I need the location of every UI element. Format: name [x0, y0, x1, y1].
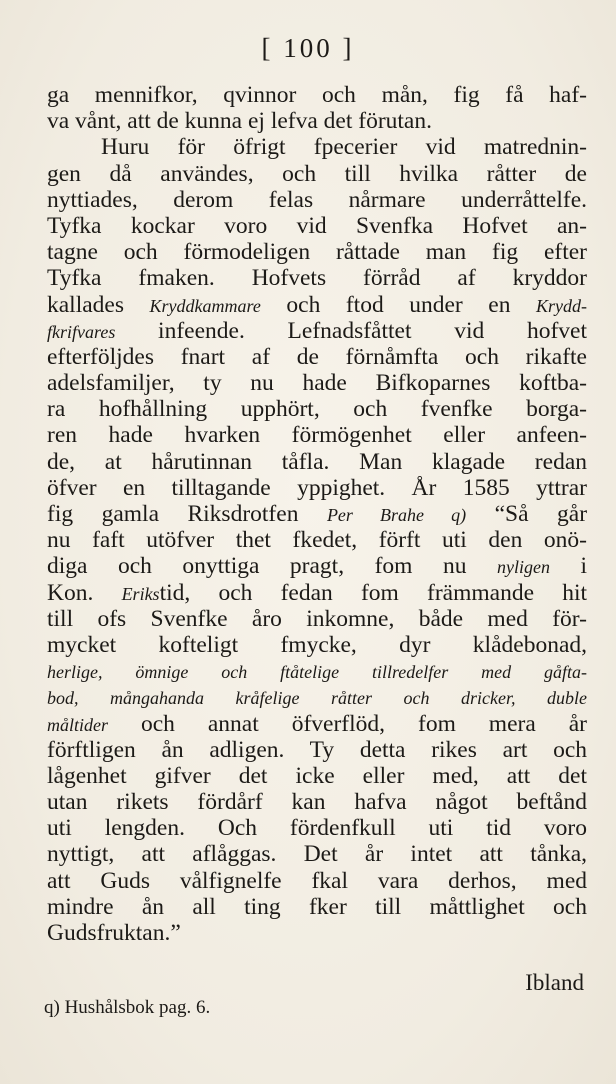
text-segment: i — [580, 553, 588, 580]
text-segment: infeende. Lefnadsfåttet vid hofvet — [158, 317, 587, 344]
italic-term: Krydd- — [536, 295, 587, 316]
text-line: nyttigt, att aflåggas. Det år intet att tånka, — [47, 841, 587, 868]
text-segment: Kon. — [47, 579, 94, 606]
text-line: lågenhet gifver det icke eller med, att det — [47, 762, 587, 789]
page-number: [ 100 ] — [261, 33, 355, 63]
text-line: va vånt, att de kunna ej lefva det förutan. — [47, 108, 432, 135]
text-line: ga mennifkor, qvinnor och mån, fig få haf- — [47, 82, 587, 108]
text-line: ren hade hvarken förmögenhet eller anfeen- — [47, 422, 587, 449]
text-segment: tid, och fedan fom främmande hit — [159, 579, 588, 606]
text-segment: och annat öfverflöd, fom mera år — [140, 710, 587, 737]
text-line: mycket kofteligt fmycke, dyr klådebonad, — [47, 631, 587, 658]
italic-term: nyligen — [496, 557, 550, 578]
text-line: tagne och förmodeligen råttade man fig efter — [47, 239, 587, 266]
text-segment: och ftod under en — [286, 291, 511, 318]
footnote: q) Hushålsbok pag. 6. — [44, 997, 211, 1018]
text-line: uti lengden. Och fördenfkull uti tid voro — [47, 815, 587, 842]
text-segment: fig gamla Riksdrotfen — [47, 501, 299, 527]
body-text — [47, 82, 587, 946]
text-line: att Guds vålfignelfe fkal vara derhos, med — [47, 867, 587, 894]
text-segment: “Så går — [494, 501, 588, 527]
text-line: adelsfamiljer, ty nu hade Bifkoparnes koftba- — [47, 370, 587, 397]
text-line: gen då användes, och till hvilka råtter de — [47, 160, 587, 187]
text-line: mindre ån all ting fker till måttlighet och — [47, 893, 587, 920]
text-line: Tyfka kockar voro vid Svenfka Hofvet an- — [47, 212, 587, 239]
text-line: de, at hårutinnan tåfla. Man klagade redan — [47, 448, 587, 475]
text-line: Tyfka fmaken. Hofvets förråd af kryddor — [47, 265, 587, 292]
text-line — [47, 711, 587, 737]
text-line — [47, 658, 587, 684]
italic-term: fkrifvares — [47, 321, 116, 342]
text-line — [47, 292, 587, 318]
text-segment: kallades — [47, 291, 124, 318]
text-line — [47, 684, 587, 710]
text-line: utan rikets fördårf kan hafva något beftånd — [47, 789, 587, 816]
text-line: förftligen ån adligen. Ty detta rikes art och — [47, 736, 587, 763]
text-line: ra hofhållning upphört, och fvenfke borga- — [47, 396, 587, 423]
italic-term: måltider — [47, 714, 108, 735]
italic-term: Kryddkammare — [149, 295, 261, 316]
catchword: Ibland — [525, 970, 584, 995]
text-segment: diga och onyttiga pragt, fom nu — [47, 553, 467, 580]
text-line: Huru för öfrigt fpecerier vid matrednin- — [101, 134, 587, 161]
text-line: Gudsfruktan.” — [47, 920, 181, 946]
text-line: nyttiades, derom felas nårmare underråttelfe. — [47, 186, 587, 213]
text-line: öfver en tilltagande yppighet. År 1585 yttrar — [47, 474, 587, 501]
italic-term: bod, mångahanda kråfelige råtter och dricker, duble — [47, 688, 587, 709]
italic-term: Eriks — [121, 583, 160, 604]
text-line — [47, 580, 587, 606]
text-line — [47, 318, 587, 344]
text-line: nu faft utöfver thet fkedet, förft uti den onö- — [47, 527, 587, 554]
italic-term: herlige, ömnige och ftåtelige tillredelfer med gåfta- — [47, 662, 587, 683]
text-line — [47, 553, 587, 579]
italic-term: Per Brahe q) — [326, 505, 467, 525]
text-line — [47, 501, 587, 527]
text-line: till ofs Svenfke åro inkomne, både med för- — [47, 605, 587, 632]
text-line: efterföljdes fnart af de förnåmfta och rikafte — [47, 343, 587, 370]
